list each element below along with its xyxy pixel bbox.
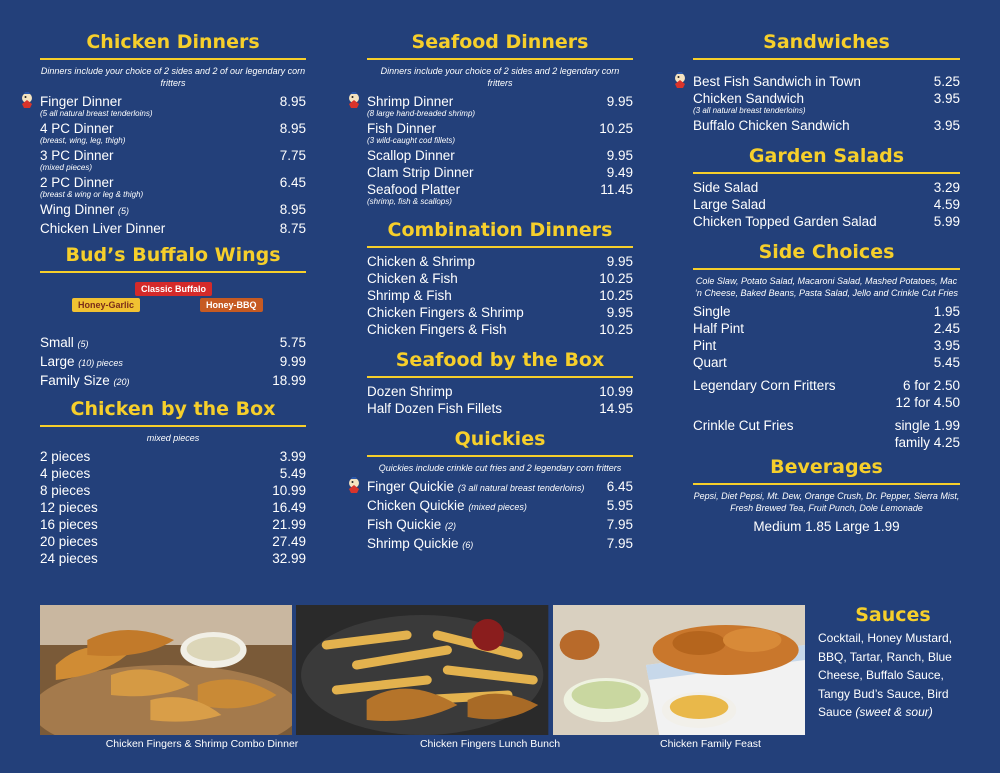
menu-item: Single 1.95 xyxy=(693,304,960,319)
side-choices-title: Side Choices xyxy=(693,240,960,270)
menu-item: 3 PC Dinner 7.75 xyxy=(40,148,306,163)
menu-item-price: 12 for 4.50 xyxy=(895,395,960,410)
menu-item: Chicken Liver Dinner 8.75 xyxy=(40,221,306,236)
menu-item: Half Pint 2.45 xyxy=(693,321,960,336)
menu-item: Clam Strip Dinner 9.49 xyxy=(367,165,633,180)
sauces-title: Sauces xyxy=(855,604,931,626)
menu-item: Seafood Platter 11.45 xyxy=(367,182,633,197)
mascot-badge-icon xyxy=(18,91,36,109)
menu-item: Legendary Corn Fritters 6 for 2.50 xyxy=(693,378,960,393)
menu-item: Chicken Fingers & Shrimp 9.95 xyxy=(367,305,633,320)
menu-item: Chicken Sandwich 3.95 xyxy=(693,91,960,106)
item-description: (breast, wing, leg, thigh) xyxy=(40,136,126,145)
flavor-label: Classic Buffalo xyxy=(135,282,212,296)
menu-item: Finger Quickie (3 all natural breast tenderloins) 6.45 xyxy=(367,478,633,497)
item-description: (3 all natural breast tenderloins) xyxy=(693,106,806,115)
sauces-section xyxy=(818,603,968,722)
item-description: (breast & wing or leg & thigh) xyxy=(40,190,144,199)
column-right xyxy=(693,30,960,535)
menu-item: Small (5) 5.75 xyxy=(40,335,306,350)
chicken-dinners-title: Chicken Dinners xyxy=(40,30,306,60)
photo-captions xyxy=(40,738,805,750)
menu-item: Fish Dinner 10.25 xyxy=(367,121,633,136)
menu-item: Quart 5.45 xyxy=(693,355,960,370)
mascot-badge-icon xyxy=(345,91,363,109)
food-photos xyxy=(40,605,805,735)
menu-item: 20 pieces 27.49 xyxy=(40,534,306,549)
menu-item: 16 pieces 21.99 xyxy=(40,517,306,532)
quickies-note: Quickies include crinkle cut fries and 2 legendary corn fritters xyxy=(378,463,622,473)
menu-item: Side Salad 3.29 xyxy=(693,180,960,195)
combo-dinner-photo xyxy=(40,605,292,735)
item-description: (8 large hand-breaded shrimp) xyxy=(367,109,476,118)
menu-item: Scallop Dinner 9.95 xyxy=(367,148,633,163)
item-description: (5 all natural breast tenderloins) xyxy=(40,109,153,118)
menu-item: Chicken Quickie (mixed pieces) 5.95 xyxy=(367,498,633,513)
menu-item: 4 PC Dinner 8.95 xyxy=(40,121,306,136)
quickies-title: Quickies xyxy=(367,427,633,457)
side-choices-note: Cole Slaw, Potato Salad, Macaroni Salad, Mashed Potatoes, Mac ‘n Cheese, Baked Beans, Pasta Salad, Jello and Crinkle Cut Fries xyxy=(694,276,959,298)
menu-item: Half Dozen Fish Fillets 14.95 xyxy=(367,401,633,416)
menu-item: Family Size (20) 18.99 xyxy=(40,373,306,388)
item-description: (3 wild-caught cod fillets) xyxy=(367,136,456,145)
menu-item: Fish Quickie (2) 7.95 xyxy=(367,517,633,532)
menu-item: Finger Dinner 8.95 xyxy=(40,93,306,110)
menu-item: Shrimp Quickie (6) 7.95 xyxy=(367,536,633,551)
menu-item: Chicken & Fish 10.25 xyxy=(367,271,633,286)
seafood-box-title: Seafood by the Box xyxy=(367,348,633,378)
sandwiches-title: Sandwiches xyxy=(693,30,960,60)
menu-item: 2 PC Dinner 6.45 xyxy=(40,175,306,190)
menu-item: 24 pieces 32.99 xyxy=(40,551,306,566)
menu-item: Chicken Fingers & Fish 10.25 xyxy=(367,322,633,337)
family-feast-photo xyxy=(553,605,805,735)
menu-item: Crinkle Cut Fries single 1.99 xyxy=(693,418,960,433)
garden-salads-title: Garden Salads xyxy=(693,144,960,174)
beverages-title: Beverages xyxy=(693,455,960,485)
beverages-note: Pepsi, Diet Pepsi, Mt. Dew, Orange Crush, Dr. Pepper, Sierra Mist, Fresh Brewed Tea, Fruit Punch, Dole Lemonade xyxy=(693,491,960,513)
menu-item: 12 pieces 16.49 xyxy=(40,500,306,515)
menu-item-price: family 4.25 xyxy=(894,435,960,450)
seafood-dinners-title: Seafood Dinners xyxy=(367,30,633,60)
item-description: (shrimp, fish & scallops) xyxy=(367,197,452,206)
menu-item: 8 pieces 10.99 xyxy=(40,483,306,498)
menu-item: Wing Dinner (5) 8.95 xyxy=(40,202,306,217)
seafood-dinners-note: Dinners include your choice of 2 sides and 2 legendary corn fritters xyxy=(380,66,620,88)
menu-item: 4 pieces 5.49 xyxy=(40,466,306,481)
beverage-sizes: Medium 1.85 Large 1.99 xyxy=(753,519,900,534)
photo-caption: Chicken Fingers & Shrimp Combo Dinner xyxy=(105,738,299,750)
sauces-list: Cocktail, Honey Mustard, BBQ, Tartar, Ranch, Blue Cheese, Buffalo Sauce, Tangy Bud’s Sauce, Bird Sauce (sweet & sour) xyxy=(818,631,953,719)
menu-item: Shrimp & Fish 10.25 xyxy=(367,288,633,303)
menu-item: Large (10) pieces 9.99 xyxy=(40,354,306,369)
chicken-box-title: Chicken by the Box xyxy=(40,397,306,427)
lunch-bunch-photo xyxy=(296,605,548,735)
column-middle xyxy=(367,30,633,554)
chicken-dinners-note: Dinners include your choice of 2 sides and 2 of our legendary corn fritters xyxy=(40,66,306,88)
combination-dinners-title: Combination Dinners xyxy=(367,218,633,248)
menu-item: Shrimp Dinner 9.95 xyxy=(367,93,633,110)
menu-item: Large Salad 4.59 xyxy=(693,197,960,212)
flavor-label: Honey-Garlic xyxy=(72,298,140,312)
menu-item: 2 pieces 3.99 xyxy=(40,449,306,464)
menu-item: Chicken & Shrimp 9.95 xyxy=(367,254,633,269)
mascot-badge-icon xyxy=(345,476,363,494)
menu-item: Pint 3.95 xyxy=(693,338,960,353)
chicken-box-note: mixed pieces xyxy=(146,433,200,443)
photo-caption: Chicken Family Feast xyxy=(660,738,761,750)
flavor-label: Honey-BBQ xyxy=(200,298,263,312)
buffalo-wings-title: Bud’s Buffalo Wings xyxy=(40,243,306,273)
mascot-badge-icon xyxy=(671,71,689,89)
wing-flavors-graphic xyxy=(40,278,306,328)
menu-item: Dozen Shrimp 10.99 xyxy=(367,384,633,399)
photo-caption: Chicken Fingers Lunch Bunch xyxy=(419,738,561,750)
menu-item: Buffalo Chicken Sandwich 3.95 xyxy=(693,118,960,133)
menu-item: Best Fish Sandwich in Town 5.25 xyxy=(693,73,960,90)
item-description: (mixed pieces) xyxy=(40,163,93,172)
menu-item: Chicken Topped Garden Salad 5.99 xyxy=(693,214,960,229)
column-left xyxy=(40,30,306,567)
